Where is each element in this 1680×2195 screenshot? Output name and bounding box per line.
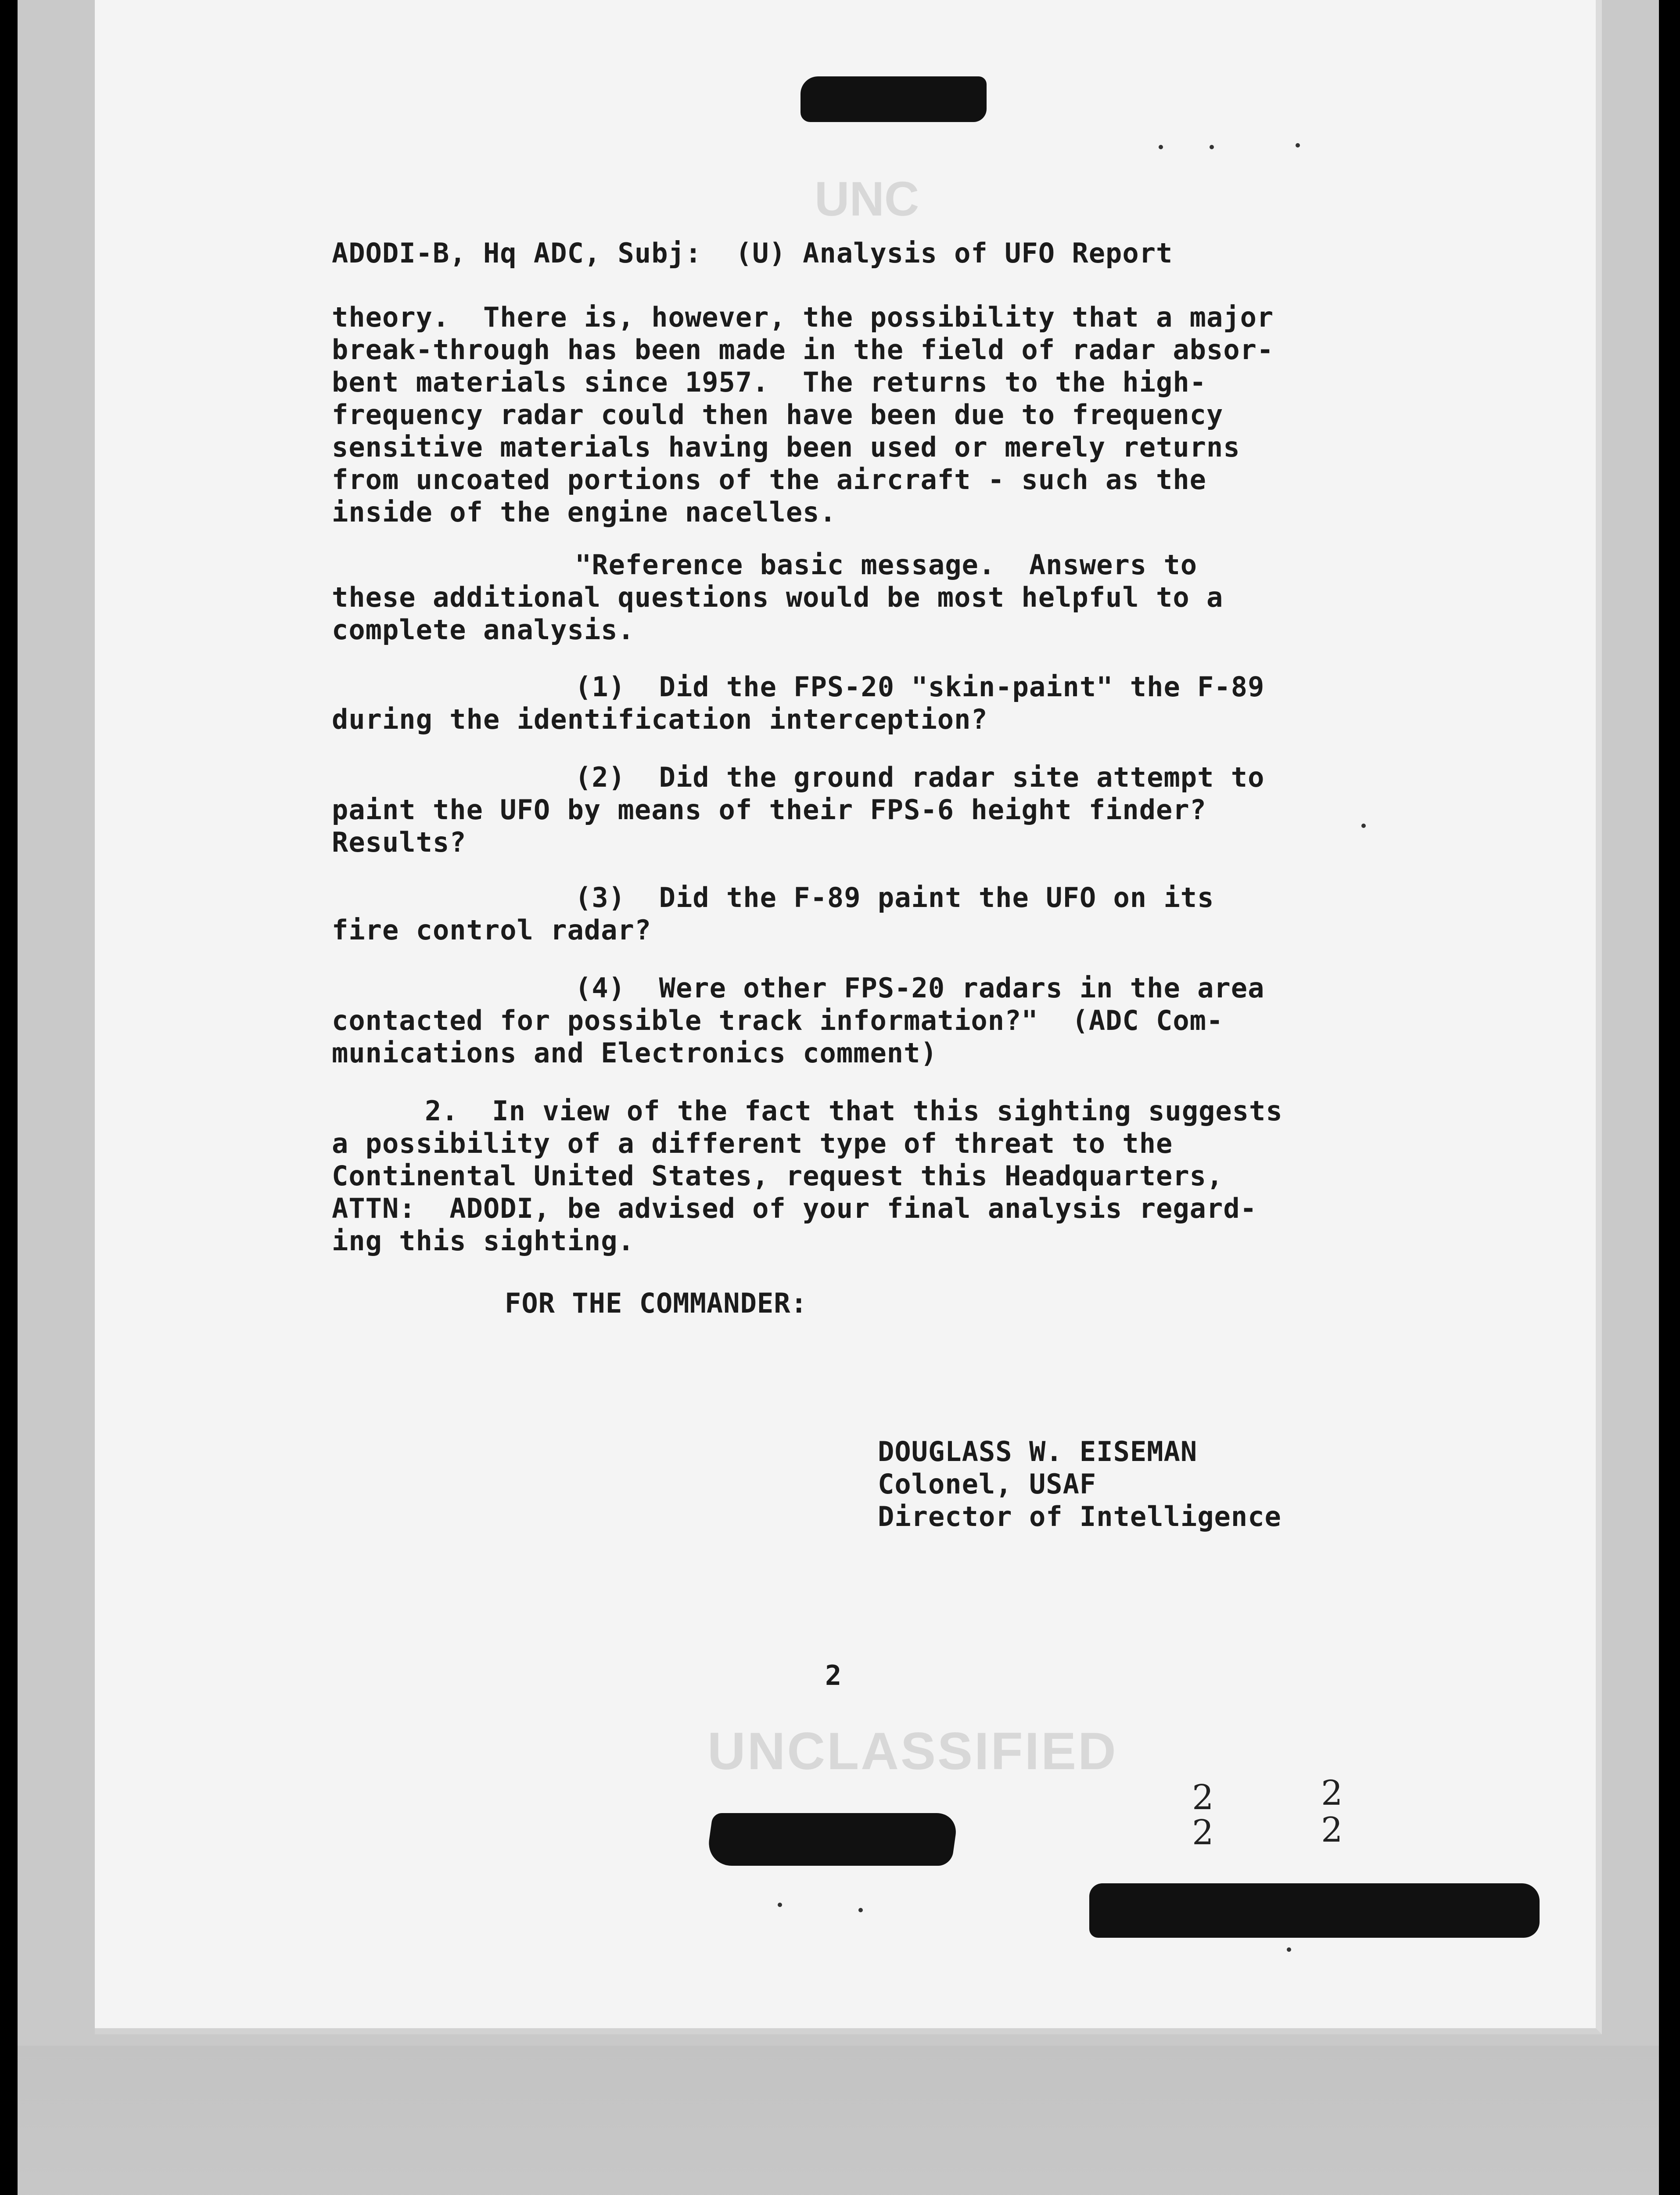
handwritten-number: 2 [1192, 1778, 1214, 1817]
theory-line: bent materials since 1957. The returns to the high- [332, 366, 1207, 398]
theory-line: break-through has been made in the field of radar absor- [332, 334, 1274, 366]
scan-speck [858, 1908, 863, 1912]
theory-line: theory. There is, however, the possibility that a major [332, 301, 1274, 333]
redaction-bottom-left [706, 1813, 959, 1866]
handwritten-number: 2 [1321, 1810, 1343, 1850]
question-line: fire control radar? [332, 914, 652, 946]
question-line: Results? [332, 826, 467, 858]
question-line: (4) Were other FPS-20 radars in the area [575, 972, 1265, 1004]
theory-line: inside of the engine nacelles. [332, 496, 836, 528]
question-line: munications and Electronics comment) [332, 1037, 937, 1069]
paragraph-2-line: Continental United States, request this Headquarters, [332, 1160, 1224, 1192]
question-line: during the identification interception? [332, 703, 988, 735]
page-number: 2 [825, 1659, 842, 1691]
document-page [95, 0, 1602, 2034]
scan-lower-band [18, 2046, 1659, 2195]
reference-line: "Reference basic message. Answers to [575, 549, 1198, 581]
scan-speck [1296, 143, 1300, 148]
closing-line: FOR THE COMMANDER: [505, 1287, 808, 1319]
paragraph-2-line: ing this sighting. [332, 1225, 635, 1257]
question-line: (3) Did the F-89 paint the UFO on its [575, 882, 1214, 914]
signature-title: Director of Intelligence [878, 1501, 1282, 1533]
signature-rank: Colonel, USAF [878, 1468, 1097, 1500]
theory-line: frequency radar could then have been due to frequency [332, 399, 1224, 431]
scan-speck [1210, 145, 1214, 149]
scan-speck [1159, 145, 1163, 149]
redaction-bottom-right [1089, 1883, 1540, 1938]
scan-speck [778, 1903, 782, 1907]
scan-speck [1361, 824, 1366, 828]
redaction-top [801, 76, 987, 122]
signature-name: DOUGLASS W. EISEMAN [878, 1436, 1198, 1468]
handwritten-number: 2 [1192, 1813, 1214, 1853]
reference-line: these additional questions would be most helpful to a [332, 581, 1224, 613]
theory-line: from uncoated portions of the aircraft - such as the [332, 464, 1207, 496]
faint-stamp-bottom: UNCLASSIFIED [707, 1722, 1118, 1781]
question-line: paint the UFO by means of their FPS-6 height finder? [332, 794, 1207, 826]
paragraph-2-line: a possibility of a different type of threat to the [332, 1127, 1173, 1159]
handwritten-number: 2 [1321, 1774, 1343, 1813]
faint-stamp-top: UNC [815, 172, 919, 226]
question-line: (2) Did the ground radar site attempt to [575, 761, 1265, 793]
paragraph-2-line: ATTN: ADODI, be advised of your final analysis regard- [332, 1192, 1257, 1224]
subject-line: ADODI-B, Hq ADC, Subj: (U) Analysis of UFO Report [332, 237, 1173, 269]
theory-line: sensitive materials having been used or merely returns [332, 431, 1240, 463]
question-line: (1) Did the FPS-20 "skin-paint" the F-89 [575, 671, 1265, 703]
scan-speck [1287, 1947, 1291, 1952]
question-line: contacted for possible track information?" (ADC Com- [332, 1004, 1224, 1036]
reference-line: complete analysis. [332, 614, 635, 646]
paragraph-2-line: 2. In view of the fact that this sighting suggests [425, 1095, 1283, 1127]
